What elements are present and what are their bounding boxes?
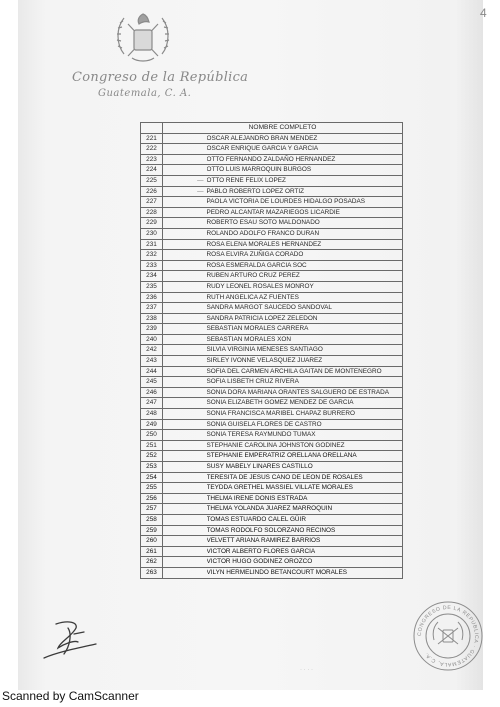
- table-row: [141, 546, 403, 557]
- footer-smudge: · · · ·: [300, 667, 313, 673]
- row-number: 245: [141, 377, 163, 388]
- table-row: [141, 260, 403, 271]
- handwritten-signature: [38, 618, 100, 664]
- row-mark: [163, 377, 207, 388]
- row-mark: [163, 567, 207, 578]
- member-name: OTTO FERNANDO ZALDAÑO HERNANDEZ: [207, 154, 403, 165]
- table-row: [141, 514, 403, 525]
- row-number: 257: [141, 504, 163, 515]
- row-mark: [163, 334, 207, 345]
- table-row: [141, 440, 403, 451]
- row-mark: [163, 250, 207, 261]
- row-mark: [163, 514, 207, 525]
- member-name: THELMA IRENE DONIS ESTRADA: [207, 493, 403, 504]
- row-number: 244: [141, 366, 163, 377]
- row-mark: —: [163, 175, 207, 186]
- row-mark: [163, 440, 207, 451]
- table-row: [141, 175, 403, 186]
- table-row: [141, 345, 403, 356]
- row-number: 256: [141, 493, 163, 504]
- member-name: PABLO ROBERTO LOPEZ ORTIZ: [207, 186, 403, 197]
- table-row: [141, 398, 403, 409]
- member-name: TOMAS RODOLFO SOLORZANO RECINOS: [207, 525, 403, 536]
- table-row: [141, 154, 403, 165]
- row-mark: [163, 154, 207, 165]
- scanned-page: [18, 0, 487, 690]
- table-row: [141, 567, 403, 578]
- row-number: 237: [141, 303, 163, 314]
- row-mark: [163, 419, 207, 430]
- member-name: TERESITA DE JESUS CANO DE LEON DE ROSALES: [207, 472, 403, 483]
- row-mark: [163, 430, 207, 441]
- member-name: VICTOR HUGO GODINEZ OROZCO: [207, 557, 403, 568]
- table-row: [141, 419, 403, 430]
- row-number: 223: [141, 154, 163, 165]
- column-header: NOMBRE COMPLETO: [163, 123, 403, 134]
- header-num-cell: [141, 123, 163, 134]
- member-name: PEDRO ALCANTAR MAZARIEGOS LICARDIE: [207, 207, 403, 218]
- row-number: 254: [141, 472, 163, 483]
- row-mark: [163, 133, 207, 144]
- row-number: 247: [141, 398, 163, 409]
- row-mark: [163, 260, 207, 271]
- table-row: [141, 536, 403, 547]
- row-number: 252: [141, 451, 163, 462]
- row-number: 229: [141, 218, 163, 229]
- table-row: [141, 197, 403, 208]
- row-number: 261: [141, 546, 163, 557]
- member-name: SIRLEY IVONNE VELASQUEZ JUAREZ: [207, 356, 403, 367]
- row-mark: [163, 366, 207, 377]
- member-name: SONIA FRANCISCA MARIBEL CHAPAZ BURRERO: [207, 409, 403, 420]
- row-number: 230: [141, 228, 163, 239]
- member-name: VICTOR ALBERTO FLORES GARCIA: [207, 546, 403, 557]
- table-row: [141, 409, 403, 420]
- table-row: [141, 557, 403, 568]
- row-mark: —: [163, 186, 207, 197]
- table-row: [141, 239, 403, 250]
- table-row: [141, 228, 403, 239]
- table-row: [141, 313, 403, 324]
- page-number: 4: [480, 6, 487, 20]
- row-number: 224: [141, 165, 163, 176]
- table-row: [141, 292, 403, 303]
- table-row: [141, 377, 403, 388]
- member-name: SOFIA DEL CARMEN ARCHILA GAITAN DE MONTENEGRO: [207, 366, 403, 377]
- row-number: 243: [141, 356, 163, 367]
- member-name: SANDRA PATRICIA LOPEZ ZELEDON: [207, 313, 403, 324]
- member-name: VELVETT ARIANA RAMIREZ BARRIOS: [207, 536, 403, 547]
- row-number: 221: [141, 133, 163, 144]
- row-mark: [163, 472, 207, 483]
- row-number: 236: [141, 292, 163, 303]
- row-number: 242: [141, 345, 163, 356]
- table-row: [141, 387, 403, 398]
- row-number: 235: [141, 281, 163, 292]
- row-number: 259: [141, 525, 163, 536]
- row-number: 251: [141, 440, 163, 451]
- row-number: 226: [141, 186, 163, 197]
- member-name: ROSA ESMERALDA GARCIA SOC: [207, 260, 403, 271]
- row-mark: [163, 493, 207, 504]
- member-name: ROLANDO ADOLFO FRANCO DURAN: [207, 228, 403, 239]
- row-mark: [163, 557, 207, 568]
- official-seal-stamp: [412, 600, 484, 672]
- table-row: [141, 366, 403, 377]
- member-name: OSCAR ALEJANDRO BRAN MENDEZ: [207, 133, 403, 144]
- row-mark: [163, 451, 207, 462]
- scanner-caption: Scanned by CamScanner: [2, 689, 139, 703]
- row-mark: [163, 462, 207, 473]
- institution-name: Congreso de la República: [72, 70, 249, 85]
- row-mark: [163, 409, 207, 420]
- member-name: STEPHANIE CAROLINA JOHNSTON GODINEZ: [207, 440, 403, 451]
- row-mark: [163, 271, 207, 282]
- member-name: TEYDDA GRETHEL MASSIEL VILLATE MORALES: [207, 483, 403, 494]
- row-number: 234: [141, 271, 163, 282]
- row-mark: [163, 398, 207, 409]
- row-mark: [163, 356, 207, 367]
- member-name: VILYN HERMELINDO BETANCOURT MORALES: [207, 567, 403, 578]
- row-number: 263: [141, 567, 163, 578]
- member-name: SANDRA MARGOT SAUCEDO SANDOVAL: [207, 303, 403, 314]
- row-number: 233: [141, 260, 163, 271]
- member-name: TOMAS ESTUARDO CALEL GÜIR: [207, 514, 403, 525]
- row-number: 250: [141, 430, 163, 441]
- table-row: [141, 504, 403, 515]
- table-row: [141, 525, 403, 536]
- member-name: SEBASTIAN MORALES XON: [207, 334, 403, 345]
- row-number: 238: [141, 313, 163, 324]
- row-mark: [163, 303, 207, 314]
- row-number: 225: [141, 175, 163, 186]
- row-number: 231: [141, 239, 163, 250]
- member-name: THELMA YOLANDA JUAREZ MARROQUIN: [207, 504, 403, 515]
- table-row: [141, 144, 403, 155]
- member-name: SEBASTIAN MORALES CARRERA: [207, 324, 403, 335]
- row-number: 232: [141, 250, 163, 261]
- row-number: 253: [141, 462, 163, 473]
- row-number: 255: [141, 483, 163, 494]
- member-name: RUDY LEONEL ROSALES MONROY: [207, 281, 403, 292]
- table-row: [141, 281, 403, 292]
- row-mark: [163, 218, 207, 229]
- row-number: 222: [141, 144, 163, 155]
- member-name: RUBEN ARTURO CRUZ PEREZ: [207, 271, 403, 282]
- row-mark: [163, 207, 207, 218]
- row-mark: [163, 536, 207, 547]
- row-number: 260: [141, 536, 163, 547]
- row-mark: [163, 197, 207, 208]
- member-name: OSCAR ENRIQUE GARCIA Y GARCIA: [207, 144, 403, 155]
- table-row: [141, 207, 403, 218]
- member-name: SUSY MABELY LINARES CASTILLO: [207, 462, 403, 473]
- table-row: [141, 250, 403, 261]
- member-name: PAOLA VICTORIA DE LOURDES HIDALGO POSADAS: [207, 197, 403, 208]
- member-name: STEPHANIE EMPERATRIZ ORELLANA ORELLANA: [207, 451, 403, 462]
- row-mark: [163, 546, 207, 557]
- table-row: [141, 493, 403, 504]
- row-mark: [163, 281, 207, 292]
- table-row: [141, 303, 403, 314]
- table-row: [141, 218, 403, 229]
- row-number: 262: [141, 557, 163, 568]
- table-row: [141, 472, 403, 483]
- roster-table: [140, 122, 402, 579]
- table-row: [141, 165, 403, 176]
- table-row: [141, 324, 403, 335]
- table-row: [141, 271, 403, 282]
- row-mark: [163, 504, 207, 515]
- roster-body: [141, 133, 403, 578]
- row-number: 227: [141, 197, 163, 208]
- seal-text: CONGRESO DE LA REPUBLICA · GUATEMALA, C.A.: [416, 604, 480, 668]
- member-name: SONIA DORA MARIANA ORANTES SALGUERO DE ESTRADA: [207, 387, 403, 398]
- member-name: SONIA GUISELA FLORES DE CASTRO: [207, 419, 403, 430]
- table-row: [141, 451, 403, 462]
- table-row: [141, 133, 403, 144]
- row-mark: [163, 483, 207, 494]
- member-name: OTTO LUIS MARROQUIN BURGOS: [207, 165, 403, 176]
- row-mark: [163, 525, 207, 536]
- member-name: SILVIA VIRGINIA MENESES SANTIAGO: [207, 345, 403, 356]
- row-number: 228: [141, 207, 163, 218]
- table-row: [141, 334, 403, 345]
- row-number: 240: [141, 334, 163, 345]
- row-mark: [163, 228, 207, 239]
- member-name: ROBERTO ESAU SOTO MALDONADO: [207, 218, 403, 229]
- table-row: [141, 462, 403, 473]
- row-mark: [163, 324, 207, 335]
- member-name: SOFIA LISBETH CRUZ RIVERA: [207, 377, 403, 388]
- row-mark: [163, 239, 207, 250]
- row-number: 258: [141, 514, 163, 525]
- member-name: OTTO RENE FELIX LOPEZ: [207, 175, 403, 186]
- table-row: [141, 356, 403, 367]
- institution-location: Guatemala, C. A.: [98, 88, 192, 99]
- row-number: 248: [141, 409, 163, 420]
- row-mark: [163, 292, 207, 303]
- row-mark: [163, 387, 207, 398]
- table-header-row: [141, 123, 403, 134]
- member-name: ROSA ELENA MORALES HERNANDEZ: [207, 239, 403, 250]
- row-number: 246: [141, 387, 163, 398]
- coat-of-arms-icon: [110, 8, 176, 66]
- row-number: 249: [141, 419, 163, 430]
- member-name: ROSA ELVIRA ZUÑIGA CORADO: [207, 250, 403, 261]
- row-mark: [163, 144, 207, 155]
- table-row: [141, 483, 403, 494]
- row-number: 239: [141, 324, 163, 335]
- row-mark: [163, 313, 207, 324]
- member-name: SONIA TERESA RAYMUNDO TUMAX: [207, 430, 403, 441]
- row-mark: [163, 165, 207, 176]
- table-row: [141, 186, 403, 197]
- member-name: SONIA ELIZABETH GOMEZ MENDEZ DE GARCIA: [207, 398, 403, 409]
- table-row: [141, 430, 403, 441]
- row-mark: [163, 345, 207, 356]
- member-name: RUTH ANGELICA AZ FUENTES: [207, 292, 403, 303]
